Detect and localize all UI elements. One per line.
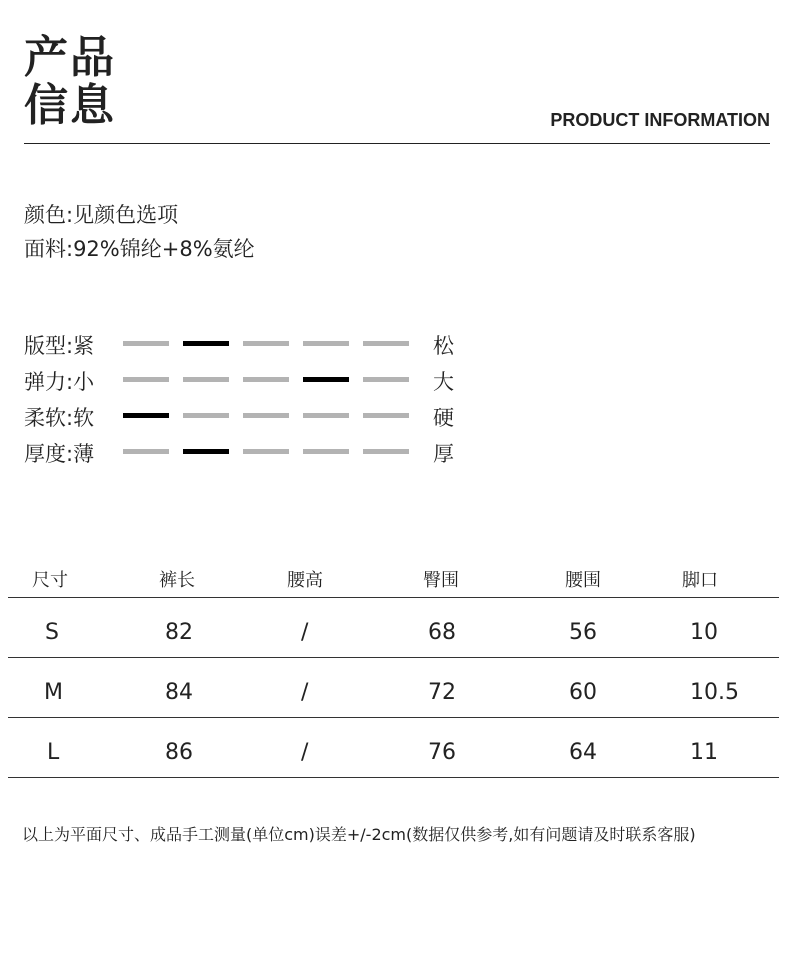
- scale-segment: [123, 377, 169, 382]
- color-info: 颜色:见颜色选项: [24, 203, 179, 227]
- scale-segment: [303, 413, 349, 418]
- scale-segment: [363, 341, 409, 346]
- header-hem: 脚口: [682, 570, 718, 591]
- scale-elasticity: [24, 363, 484, 399]
- scale-segment: [303, 377, 349, 382]
- scale-segment: [363, 377, 409, 382]
- scale-fit: [24, 327, 484, 363]
- header-waist: 腰围: [565, 570, 601, 591]
- scale-segment: [363, 413, 409, 418]
- table-header-row: [8, 560, 779, 598]
- page-title: [24, 34, 116, 130]
- scale-softness: [24, 399, 484, 435]
- scale-label: 厚度:薄: [24, 442, 95, 466]
- cell-rise: /: [301, 620, 309, 645]
- scale-segment: [183, 413, 229, 418]
- scale-segment: [123, 449, 169, 454]
- cell-rise: /: [301, 740, 309, 765]
- fabric-info: 面料:92%锦纶+8%氨纶: [24, 237, 255, 261]
- cell-hem: 10: [690, 620, 718, 645]
- scale-segment: [123, 413, 169, 418]
- property-scales: [24, 327, 484, 471]
- cell-size: L: [47, 740, 60, 765]
- cell-length: 82: [165, 620, 193, 645]
- scale-end-label: 硬: [433, 406, 454, 430]
- cell-hem: 10.5: [690, 680, 739, 705]
- scale-segment: [243, 413, 289, 418]
- scale-end-label: 松: [433, 334, 454, 358]
- scale-segment: [303, 341, 349, 346]
- cell-length: 86: [165, 740, 193, 765]
- product-info: [24, 198, 255, 266]
- scale-segment: [123, 341, 169, 346]
- cell-length: 84: [165, 680, 193, 705]
- cell-rise: /: [301, 680, 309, 705]
- scale-segment: [243, 341, 289, 346]
- page-title-english: PRODUCT INFORMATION: [550, 110, 770, 130]
- scale-end-label: 厚: [433, 442, 454, 466]
- scale-segment: [303, 449, 349, 454]
- scale-segment: [243, 449, 289, 454]
- cell-size: M: [44, 680, 63, 705]
- scale-label: 版型:紧: [24, 334, 95, 358]
- cell-waist: 60: [569, 680, 597, 705]
- header-size: 尺寸: [32, 570, 68, 591]
- scale-segment: [183, 341, 229, 346]
- cell-hip: 72: [428, 680, 456, 705]
- header-length: 裤长: [159, 570, 195, 591]
- scale-thickness: [24, 435, 484, 471]
- scale-segment: [243, 377, 289, 382]
- table-row: [8, 598, 779, 658]
- header-hip: 臀围: [423, 570, 459, 591]
- cell-hem: 11: [690, 740, 718, 765]
- scale-label: 弹力:小: [24, 370, 95, 394]
- scale-end-label: 大: [433, 370, 454, 394]
- scale-segment: [363, 449, 409, 454]
- size-table: [8, 560, 779, 778]
- scale-label: 柔软:软: [24, 406, 95, 430]
- table-row: [8, 718, 779, 778]
- title-line-1: 产品: [24, 32, 116, 83]
- scale-segment: [183, 449, 229, 454]
- cell-hip: 68: [428, 620, 456, 645]
- scale-segment: [183, 377, 229, 382]
- cell-size: S: [45, 620, 59, 645]
- measurement-footnote: 以上为平面尺寸、成品手工测量(单位cm)误差+/-2cm(数据仅供参考,如有问题请及时联系客服): [22, 825, 696, 844]
- cell-hip: 76: [428, 740, 456, 765]
- cell-waist: 56: [569, 620, 597, 645]
- cell-waist: 64: [569, 740, 597, 765]
- header-rise: 腰高: [287, 570, 323, 591]
- title-line-2: 信息: [24, 80, 116, 131]
- title-divider: [24, 143, 770, 144]
- table-row: [8, 658, 779, 718]
